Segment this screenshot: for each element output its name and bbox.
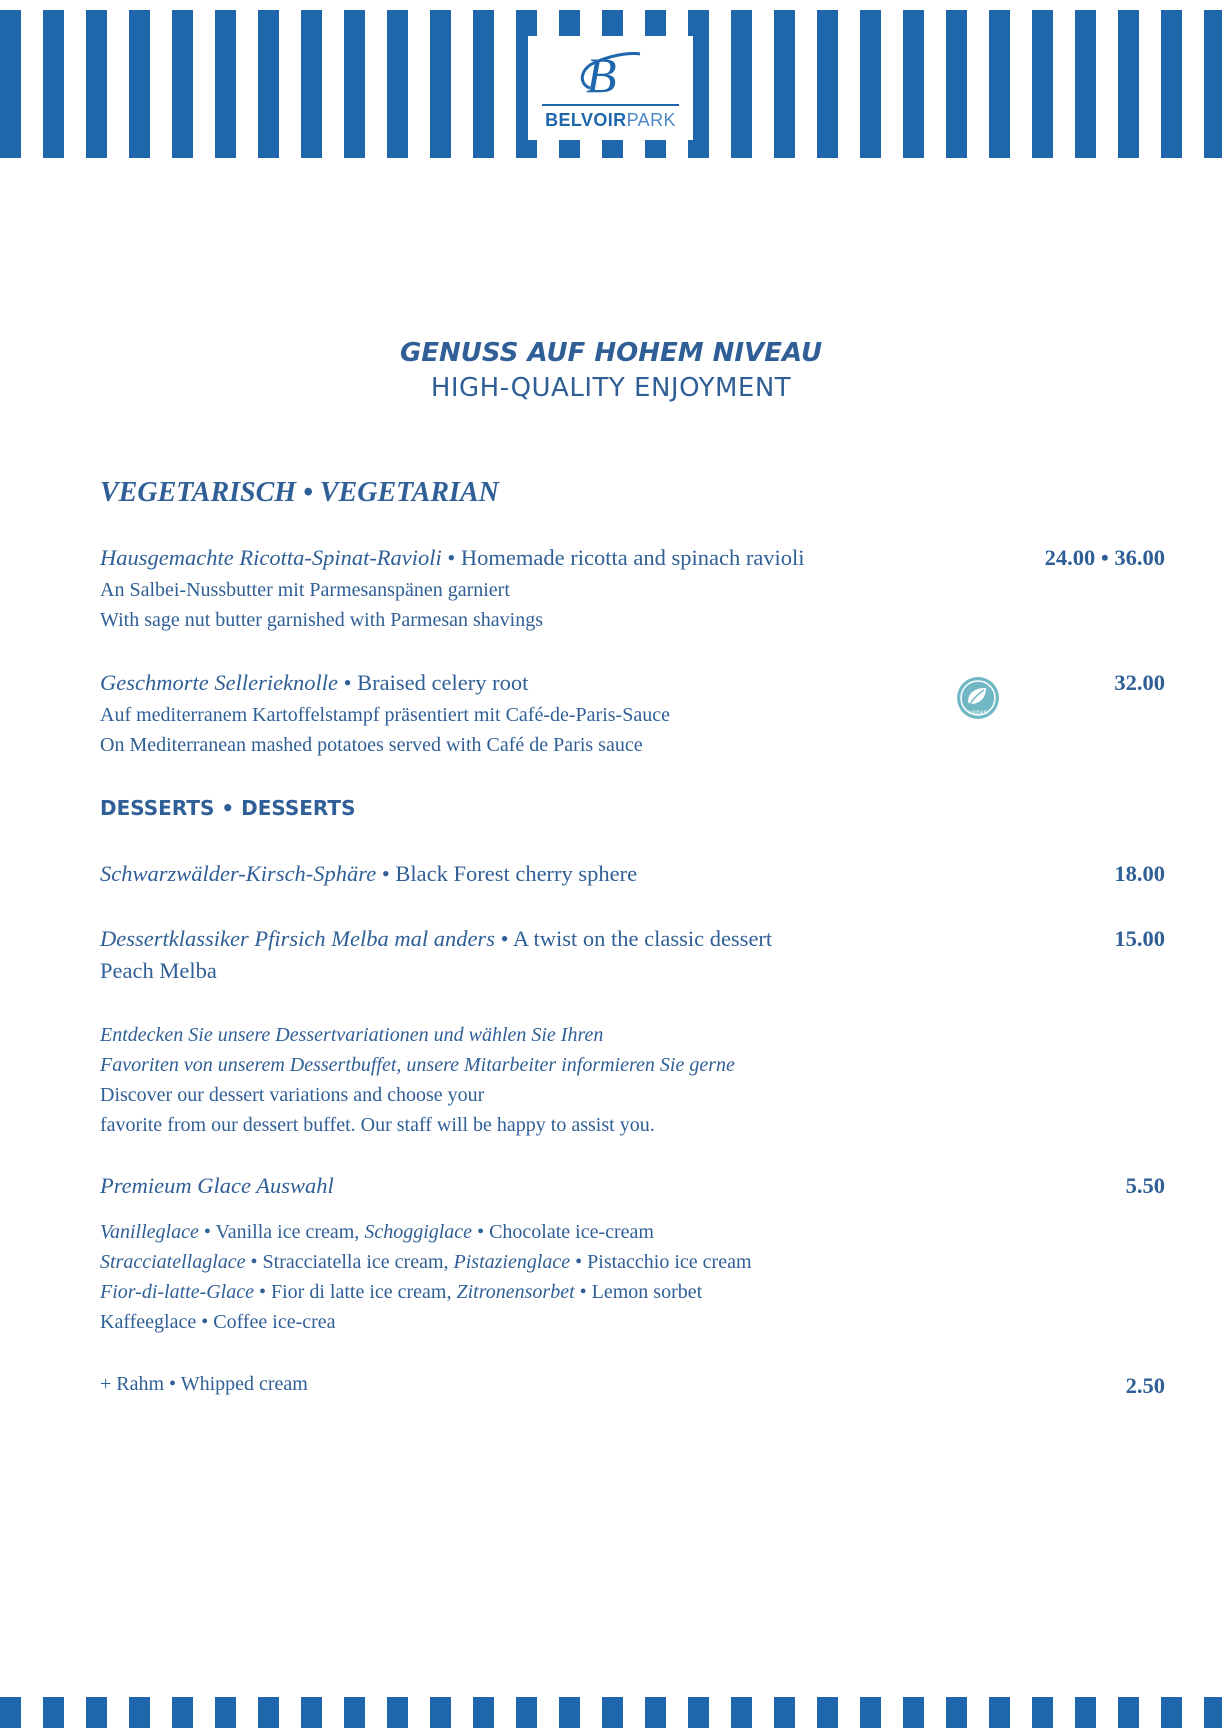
logo-rule	[542, 104, 679, 106]
buffet-text-en-1: Discover our dessert variations and choose your	[100, 1084, 485, 1106]
menu-item-celery: Geschmorte Sellerieknolle • Braised celery root	[100, 670, 529, 695]
heading-de: GENUSS AUF HOHEM NIVEAU	[399, 338, 823, 368]
extra-whipped-cream: + Rahm • Whipped cream	[100, 1373, 308, 1395]
glace-title: Premieum Glace Auswahl	[100, 1173, 334, 1198]
price-ravioli: 24.00 • 36.00	[1044, 545, 1165, 570]
buffet-text-en-2: favorite from our dessert buffet. Our staff will be happy to assist you.	[100, 1114, 655, 1136]
menu-item-ravioli-desc-en: With sage nut butter garnished with Parmesan shavings	[100, 609, 543, 631]
price-celery: 32.00	[1114, 670, 1165, 695]
menu-item-ravioli: Hausgemachte Ricotta-Spinat-Ravioli • Homemade ricotta and spinach ravioli	[100, 545, 805, 570]
section-title-vegetarian: VEGETARISCH • VEGETARIAN	[100, 477, 499, 508]
menu-item-celery-desc-de: Auf mediterranem Kartoffelstampf präsentiert mit Café-de-Paris-Sauce	[100, 704, 670, 726]
price-glace: 5.50	[1125, 1173, 1165, 1198]
svg-text:B: B	[586, 47, 617, 100]
glace-row: Vanilleglace • Vanilla ice cream, Schoggiglace • Chocolate ice-cream	[100, 1221, 654, 1243]
logo-wordmark: BELVOIRPARK	[545, 110, 676, 130]
heading-en: HIGH-QUALITY ENJOYMENT	[430, 373, 792, 403]
menu-item-ravioli-desc-de: An Salbei-Nussbutter mit Parmesanspänen garniert	[100, 579, 510, 601]
price-peach-melba: 15.00	[1114, 926, 1165, 951]
glace-row: Stracciatellaglace • Stracciatella ice cream, Pistazienglace • Pistacchio ice cream	[100, 1251, 752, 1273]
menu-item-peach-melba: Dessertklassiker Pfirsich Melba mal anders • A twist on the classic dessert	[100, 926, 773, 951]
bottom-stripe-banner	[0, 1697, 1222, 1728]
script-b-monogram	[570, 44, 652, 100]
price-black-forest: 18.00	[1114, 861, 1165, 886]
menu-item-black-forest: Schwarzwälder-Kirsch-Sphäre • Black Forest cherry sphere	[100, 861, 638, 886]
buffet-text-de-2: Favoriten von unserem Dessertbuffet, unsere Mitarbeiter informieren Sie gerne	[100, 1054, 735, 1076]
section-title-desserts: DESSERTS • DESSERTS	[100, 796, 356, 820]
vegan-leaf-icon	[956, 676, 1000, 720]
glace-row: Fior-di-latte-Glace • Fior di latte ice cream, Zitronensorbet • Lemon sorbet	[100, 1281, 703, 1303]
belvoirpark-logo	[528, 36, 693, 140]
menu-item-celery-desc-en: On Mediterranean mashed potatoes served with Café de Paris sauce	[100, 734, 643, 756]
buffet-text-de-1: Entdecken Sie unsere Dessertvariationen und wählen Sie Ihren	[100, 1024, 604, 1046]
svg-text:vegan: vegan	[968, 709, 988, 716]
price-whipped-cream: 2.50	[1125, 1373, 1165, 1398]
glace-row-last: Kaffeeglace • Coffee ice-crea	[100, 1311, 336, 1333]
menu-item-peach-melba-cont: Peach Melba	[100, 958, 217, 983]
